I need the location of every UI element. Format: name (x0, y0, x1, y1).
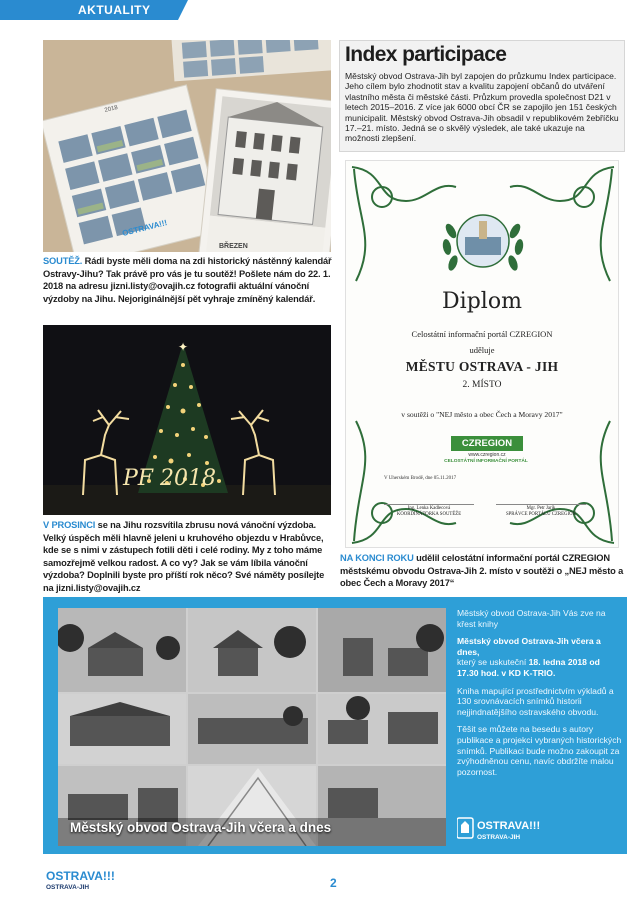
svg-text:✦: ✦ (177, 340, 189, 354)
coat-of-arms-icon (461, 821, 469, 833)
competition-caption (43, 255, 333, 305)
decoration-caption (43, 519, 333, 595)
index-body: Městský obvod Ostrava-Jih byl zapojen do průzkumu Index participace. Jeho cílem bylo zhodnotit stav a kvalitu zapojení občanů do utváření vlastního města či městské části. Průzkum provedla společnost D21 v letech 2015–2016. Z více jak 6000 obcí ČR se zapojilo jen 151 českých municipalit. Městský obvod Ostrava-Jih obsadil v republikovém žebříčku 17.–21. místo. Jedná se o skvělý výsledek, ale také ukazuje na možnosti zlepšení. (345, 71, 619, 144)
diploma-image (345, 160, 619, 548)
signature-2 (486, 506, 596, 518)
logo-sub: OSTRAVA-JIH (477, 834, 521, 841)
invitation-text (457, 608, 623, 784)
calendar-month: BŘEZEN (219, 243, 248, 250)
caption-lead: V PROSINCI (43, 520, 96, 530)
caption-text: udělil celostátní informační portál CZREGION městskému obvodu Ostrava-Jih 2. místo v soutěži o „NEJ město a obec Čech a Moravy 2017“ (340, 553, 624, 589)
pf-2018-sign: PF 2018 (123, 466, 217, 491)
diploma-place: 2. MÍSTO (462, 380, 502, 390)
caption-lead: NA KONCI ROKU (340, 553, 414, 563)
section-label: AKTUALITY (0, 0, 178, 20)
event-prefix: který se uskuteční (457, 657, 529, 668)
czregion-web: www.czregion.cz (468, 452, 506, 458)
historic-photo-collage (58, 608, 446, 846)
footer-ostrava-logo (46, 866, 136, 892)
diploma-date: V Uherském Brodě, dne 05.11.2017 (384, 476, 457, 481)
ostrava-jih-logo (457, 815, 567, 843)
diploma-title: Diplom (442, 289, 522, 314)
signature-line (496, 504, 586, 505)
calendar-photo (43, 40, 331, 252)
diploma-recipient: MĚSTU OSTRAVA - JIH (405, 359, 559, 374)
caption-lead: SOUTĚŽ. (43, 256, 83, 266)
index-title: Index participace (345, 43, 507, 66)
diploma-caption (340, 552, 630, 590)
logo-sub: OSTRAVA-JIH (46, 884, 90, 891)
logo-main: OSTRAVA!!! (46, 869, 115, 883)
index-participace-box (339, 40, 625, 152)
event-invite: Těšit se můžete na besedu s autory publikace a projekci vybraných historických snímků. Publikaci bude možno zakoupit za zvýhodněnou cenu, navíc obdržíte malou pozornost. (457, 724, 622, 777)
book-title: Městský obvod Ostrava-Jih včera a dnes, (457, 636, 601, 657)
book-invitation-banner (43, 597, 627, 854)
diploma-contest: v soutěži o "NEJ město a obec Čech a Moravy 2017" (401, 410, 563, 419)
czregion-subtitle: CELOSTÁTNÍ INFORMAČNÍ PORTÁL (444, 459, 528, 464)
signature-1 (374, 506, 484, 518)
caption-text: Rádi byste měli doma na zdi historický nástěnný kalendář Ostravy-Jihu? Tak právě pro vás je tu soutěž! Pošlete nám do 22. 1. 2018 na adresu jizni.listy@ovajih.cz fotografii aktuální vánoční výzdoby na Jihu. Nejoriginálnější pět vyhraje zmíněný kalendář. (43, 256, 332, 304)
collage-title: Městský obvod Ostrava-Jih včera a dnes (70, 820, 332, 835)
signature-name: Ing. Lenka Kadlecová (407, 506, 451, 511)
caption-text: se na Jihu rozsvítila zbrusu nová vánoční výzdoba. Velký úspěch měli hlavně jeleni u kruhového objezdu v Hrabůvce, kde se s nimi v zástupech fotili děti i celé rodiny. My z toho máme samozřejmě velkou radost. A co vy? Jak se vám líbila vánoční výzdoba? Doplnili byste pro příští rok něco? Své náměty posílejte na jizni.listy@ovajih.cz (43, 520, 325, 593)
christmas-decoration-photo (43, 325, 331, 515)
invitation-intro: Městský obvod Ostrava-Jih Vás zve na křest knihy (457, 608, 606, 629)
event-date: 18. ledna 2018 od 17.30 hod. v KD K-TRIO. (457, 657, 600, 678)
signature-role: SPRÁVCE PORTÁLU CZREGION (505, 512, 577, 517)
signature-name: Mgr. Petr Jarík (526, 506, 556, 511)
diploma-portal: Celostátní informační portál CZREGION (411, 329, 553, 339)
signature-role: KOORDINÁTORKA SOUTĚŽE (396, 512, 462, 517)
signature-line (384, 504, 474, 505)
page-number: 2 (330, 876, 337, 890)
calendar-year: 2018 (104, 104, 119, 114)
czregion-logo: CZREGION (451, 436, 523, 451)
calendar-brand: OSTRAVA!!! (121, 218, 169, 238)
logo-main: OSTRAVA!!! (477, 820, 541, 832)
diploma-grants: uděluje (469, 345, 495, 355)
book-description: Kniha mapující prostřednictvím výkladů a 130 srovnávacích snímků historii nejjindnatějšího ostravského obvodu. (457, 685, 614, 717)
